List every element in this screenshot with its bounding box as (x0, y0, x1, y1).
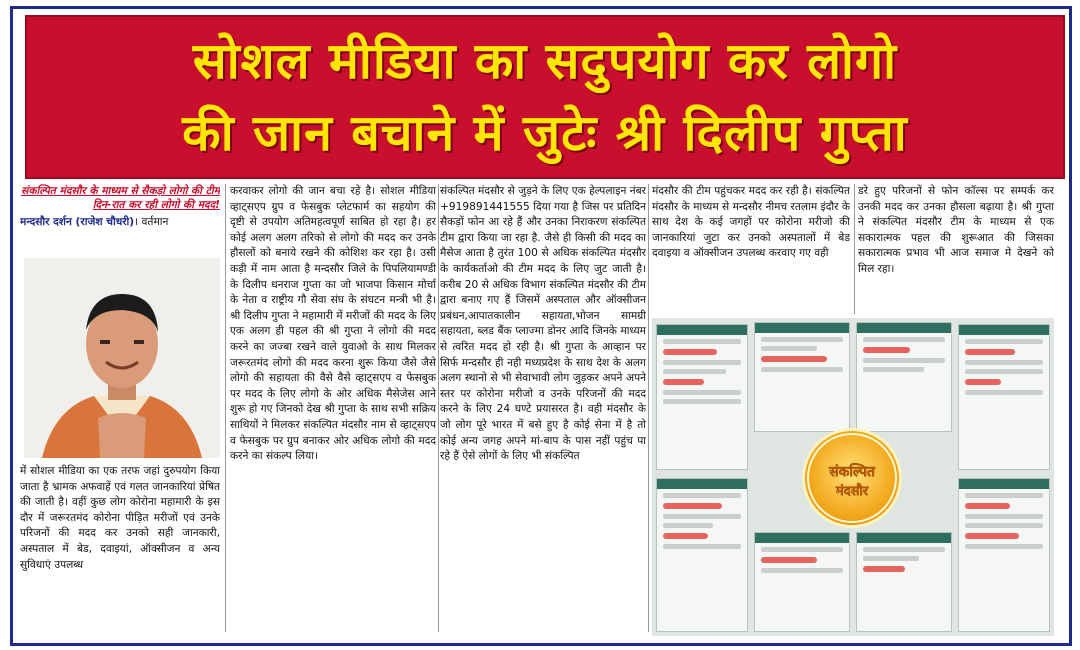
column-3-text: संकल्पित मंदसौर से जुड़ने के लिए एक हेल्पलाइन नंबर +919891441555 दिया गया है जिस पर प्रतिदिन सैकड़ों फोन आ रहे हैं और उनका निराकरण संकल्पित टीम द्वारा किया जा रहा है. जैसे ही किसी की मदद का मैसेज आता है तुरंत 100 से अधिक संकल्पित मंदसौर के कार्यकर्ताओ की टीम मदद के लिए जुट जाती है। करीब 20 से अधिक विभाग संकल्पित मंदसौर की टीम द्वारा बनाए गए हैं जिसमें अस्पताल और ऑक्सीजन प्रबंधन,आपातकालीन सहायता,भोजन सामग्री सहायता, ब्लड बैंक प्लाज्मा डोनर आदि जिनके माध्यम से त्वरित मदद हो रही है। श्री गुप्ता के आव्हान पर सिर्फ मन्दसौर ही नही मध्यप्रदेश के साथ देश के अलग अलग स्थानो से भी सेवाभावी लोग जुड़कर अपने अपने स्तर पर कोरोना मरीजो व उनके परिजनों की मदद करने के लिए 24 घण्टे प्रयासरत है। वही मंदसौर के जो लोग पूरे भारत में बसे हुए है कोई सेना में है तो कोई अन्य जगह अपने मां-बाप के पास नहीं पहुंच पा रहे हैं ऐसे लोगों के लिए भी संकल्पित (440, 185, 646, 463)
chat-screenshot (656, 324, 748, 470)
column-3 (440, 184, 646, 634)
headline-line-1: सोशल मीडिया का सदुपयोग कर लोगो (192, 32, 898, 90)
pull-quote: संकल्पित मंदसौर के माध्यम से सैकड़ो लोगो की टीम दिन-रात कर रही लोगो की मदद! (21, 185, 220, 211)
byline-rest: । वर्तमान (134, 216, 169, 228)
chat-screenshot (754, 322, 850, 432)
headline-line-2: की जान बचाने में जुटेः श्री दिलीप गुप्ता (182, 104, 908, 162)
byline-place: मन्दसौर दर्शन (राजेश चौधरी) (20, 216, 135, 228)
sankalpit-mandsaur-logo (802, 428, 902, 528)
portrait-photo (24, 258, 220, 458)
column-divider (648, 184, 649, 632)
chat-screenshot (856, 322, 952, 432)
column-2-text: करवाकर लोगो की जान बचा रहे है। सोशल मीडिया व्हाट्सएप ग्रुप व फेसबुक प्लेटफार्म का सहयोग की दृष्टी से उपयोग अतिमहत्वपूर्ण साबित हो रहा है। हर कोई अलग अलग तरिको से लोगो की मदद कर उनके हौसलों को बनाये रखने की कोशिश कर रहा है। उसी कड़ी में नाम आता है मन्दसौर जिले के पिपलियामण्डी के दिलीप धनराज गुप्ता का जो भाजपा किसान मोर्चा के नेता व राष्ट्रीय गौ सेवा संघ के संघटन मन्त्री भी है। श्री दिलीप गुप्ता ने महामारी में मरीजों की मदद के लिए एक अलग ही पहल की श्री गुप्ता ने लोगो की मदद करने का जज्बा रखने वाले युवाओ के साथ मिलकर जरूरतमंद लोगो की मदद करना शुरू किया जैसे जैसे लोगो की सहायता की वैसे वैसे व्हाट्सएप व फेसबुक पर मदद के लिए लोगो के ओर अधिक मैसेजेस आने शुरू हो गए जिनको देख श्री गुप्ता के साथ सभी सक्रिय साथियों ने मिलकर संकल्पित मंदसौर नाम से व्हाट्सएप व फेसबुक पर ग्रुप बनाकर ओर अधिक लोगो की मदद करने का संकल्प लिया। (230, 185, 436, 463)
sankalpit-logo-icon (805, 431, 899, 525)
svg-text:मंदसौर: मंदसौर (835, 484, 869, 499)
headline-banner (25, 15, 1065, 179)
person-portrait-icon (24, 258, 220, 458)
chat-screenshot (656, 478, 748, 632)
chat-screenshot (958, 324, 1050, 470)
column-2 (230, 184, 436, 634)
column-divider (225, 184, 226, 632)
whatsapp-screenshot-collage (652, 318, 1054, 636)
column-5 (858, 184, 1054, 314)
column-4 (652, 184, 850, 314)
column-4-text: मंदसौर की टीम पहुंचकर मदद कर रही है। संकल्पित मंदसौर के माध्यम से मन्दसौर नीमच रतलाम इंदौर के साथ देश के कई जगहों पर कोरोना मरीजो की जानकारियां जुटा कर उनको अस्पतालों में बेड दवाइया व ऑक्सीजन उपलब्ध करवाए गए वही (652, 185, 850, 260)
chat-screenshot (958, 478, 1050, 632)
chat-screenshot (754, 532, 850, 632)
column-divider (854, 184, 855, 314)
chat-screenshot (856, 532, 952, 632)
column-1-bottom (20, 464, 220, 573)
column-1-top (20, 184, 220, 231)
column-5-text: डरे हुए परिजनों से फोन कॉल्स पर सम्पर्क कर उनकी मदद कर उनका हौसला बढ़ाया है। श्री गुप्ता ने संकल्पित मंदसौर टीम के माध्यम से एक सकारात्मक पहल की शुरूआत की जिसका सकारात्मक प्रभाव भी आज समाज मे देखने को मिल रहा। (858, 185, 1054, 275)
svg-text:संकल्पित: संकल्पित (829, 464, 875, 480)
column-1-text: में सोशल मीडिया का एक तरफ जहां दुरुपयोग किया जाता है भ्रामक अफवाहें एवं गलत जानकारियां प्रेषित की जाती है। वहीं कुछ लोग कोरोना महामारी के इस दौर में जरूरतमंद कोरोना पीड़ित मरीजों एवं उनके परिजनों की मदद कर उनको सही जानकारी, अस्पताल में बेड, दवाइयां, ऑक्सीजन व अन्य सुविधाएं उपलब्ध (20, 465, 220, 571)
column-divider (438, 184, 439, 632)
byline (20, 215, 220, 231)
